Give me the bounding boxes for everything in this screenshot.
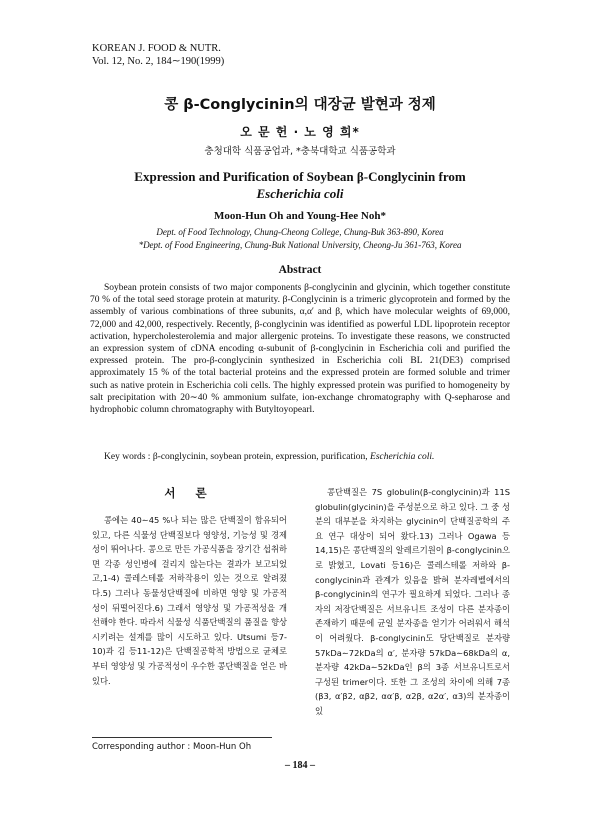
page-number: – 184 – <box>285 760 315 771</box>
english-title-line1: Expression and Purification of Soybean β-Conglycinin from <box>134 169 466 184</box>
affiliation-2: *Dept. of Food Engineering, Chung-Buk National University, Cheong-Ju 361-763, Korea <box>138 240 462 250</box>
journal-volume: Vol. 12, No. 2, 184∼190(1999) <box>92 56 225 67</box>
english-title <box>0 168 600 202</box>
journal-name: KOREAN J. FOOD & NUTR. <box>92 43 221 54</box>
korean-title: 콩 β-Conglycinin의 대장균 발현과 정제 <box>164 97 436 113</box>
english-authors: Moon-Hun Oh and Young-Hee Noh* <box>214 210 386 222</box>
keywords-italic: Escherichia coli. <box>370 452 435 462</box>
keywords-label: Key words : <box>104 452 151 462</box>
keywords-text: β-conglycinin, soybean protein, expression, purification, <box>152 452 371 462</box>
keywords <box>90 451 510 463</box>
corresponding-author: Corresponding author : Moon-Hun Oh <box>92 742 252 752</box>
left-column <box>92 485 287 688</box>
abstract-heading: Abstract <box>278 264 322 276</box>
introduction-left-text: 콩에는 40∼45 %나 되는 많은 단백질이 함유되어 있고, 다른 식물성 단백질보다 영양성, 기능성 및 경제성이 뛰어나다. 콩으로 만든 가공식품을 장기간 섭취하면 각종 성인병에 걸리지 않는다는 결과가 보고되었고,1-4) 콜레스테롤 저하작용이 있는 것으로 알려졌다.5) 그러나 동물성단백질에 비하면 영양 및 가공적성이 뒤떨어진다.6) 그래서 영양성 및 가공적성을 개선해야 한다. 따라서 식물성 식품단백질의 품질을 향상시키려는 설계를 많이 시도하고 있다. Utsumi 등7-10)과 김 등11-12)은 단백질공학적 방법으로 균체로부터 영양성 및 가공적성이 우수한 콩단백질을 얻은 바 있다. <box>92 515 287 686</box>
introduction-right-text: 콩단백질은 7S globulin(β-conglycinin)과 11S globulin(glycinin)을 주성분으로 하고 있다. 그 중 성분의 대부분을 차지하는 glycinin이 단백질공학의 주요 연구 대상이 되어 왔다.13) 그러나 Ogawa 등14,15)은 콩단백질의 알레르기원이 β-conglycinin으로 밝혔고, Lovati 등16)은 콜레스테롤 저하와 β-conglycinin과 관계가 있음을 밝혀 분자레벨에서의 β-conglycinin의 연구가 필요하게 되었다. 그러나 종자의 저장단백질은 서브유니트 조성이 다른 분자종이 존재하기 때문에 균일 분자종을 얻기가 어려워서 해석이 어려웠다. β-conglycinin도 당단백질로 분자량 57kDa∼72kDa의 α′, 분자량 57kDa∼68kDa의 α, 분자량 42kDa∼52kDa인 β의 3종 서브유니트로서 구성된 trimer이다. 또한 그 조성의 차이에 의해 7종(β3, α′β2, αβ2, αα′β, α2β, α2α′, α3)의 분자종이 있 <box>315 487 510 716</box>
journal-header <box>92 42 224 68</box>
abstract-text: Soybean protein consists of two major components β-conglycinin and glycinin, which together constitute 70 % of the total seed storage protein at maturity. β-Conglycinin is a trimeric glycoprotein and formed by the assembly of various combinations of three subunits, α,α′ and β, which have molecular weights of 69,000, 72,000 and 42,000, respectively. Recently, β-conglycinin was identified as powerful LDL lipoprotein receptor activation, hypercholesterolemia and major allergenic proteins. To investigate these reasons, we constructed an expression system of cDNA encoding α-subunit of β-conglycinin in Escherichia coli and purified the expressed protein. The pro-β-conglycinin synthesized in Escherichia coli BL 21(DE3) comprised approximately 15 % of the total bacterial proteins and the expressed protein are formed soluble and trimer such as native protein in Escherichia coli cells. The highly expressed protein was purified to homogeneity by salt precipitation with 20∼40 % ammonium sulfate, ion-exchange chromatography with Q-sepharose and hydrophobic column chromatography with Butyltoyopearl. <box>90 283 510 416</box>
introduction-heading: 서 론 <box>164 486 215 500</box>
english-affiliations <box>0 226 600 252</box>
right-column <box>315 485 510 719</box>
abstract-body <box>90 282 510 416</box>
english-title-line2: Escherichia coli <box>256 186 344 201</box>
korean-affiliation: 충청대학 식품공업과, *충북대학교 식품공학과 <box>204 146 396 157</box>
korean-authors: 오 문 헌 · 노 영 희* <box>240 125 360 139</box>
footnote-divider <box>92 737 272 738</box>
affiliation-1: Dept. of Food Technology, Chung-Cheong College, Chung-Buk 363-890, Korea <box>156 227 444 237</box>
